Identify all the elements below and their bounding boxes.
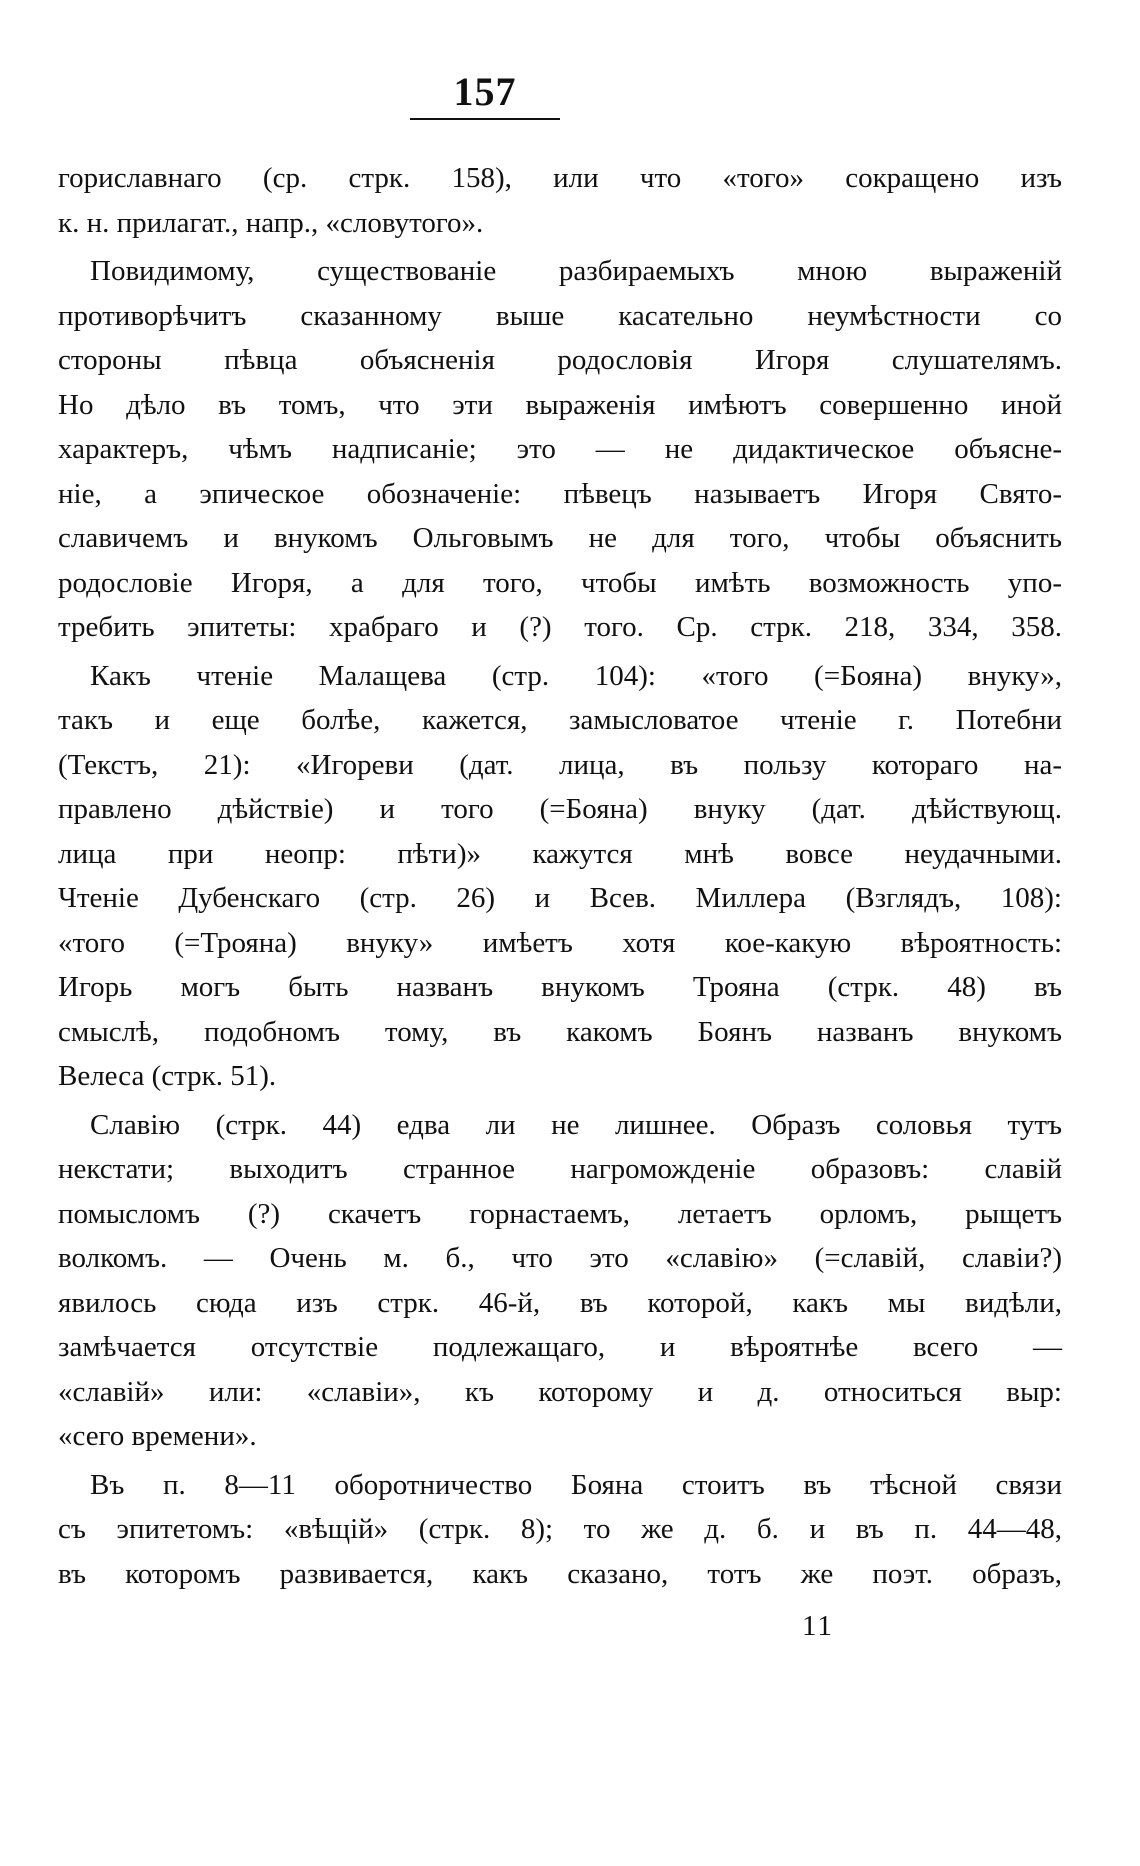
signature-mark: 11 [802, 1610, 834, 1642]
text-line: некстати; выходитъ странное нагроможденіе образовъ: славій [58, 1153, 1062, 1185]
paragraph [58, 1463, 1062, 1597]
text-line: (Текстъ, 21): «Игореви (дат. лица, въ пользу котораго на- [58, 748, 1062, 781]
text-line: «сего времени». [58, 1420, 257, 1452]
text-line: Какъ чтеніе Малащева (стр. 104): «того (=Бояна) внуку», [90, 659, 1062, 692]
text-line: стороны пѣвца объясненія родословія Игоря слушателямъ. [58, 344, 1062, 376]
text-line: ніе, а эпическое обозначеніе: пѣвецъ называетъ Игоря Свято- [58, 477, 1062, 510]
text-line: противорѣчитъ сказанному выше касательно неумѣстности со [58, 299, 1062, 332]
text-line: Игорь могъ быть названъ внукомъ Трояна (стрк. 48) въ [58, 971, 1062, 1003]
text-line: Славію (стрк. 44) едва ли не лишнее. Образъ соловья тутъ [90, 1108, 1062, 1141]
text-line: въ которомъ развивается, какъ сказано, тотъ же поэт. образъ, [58, 1557, 1062, 1590]
paragraph [58, 654, 1062, 1099]
paragraph [58, 156, 1062, 245]
text-line: славичемъ и внукомъ Ольговымъ не для того, чтобы объяснить [58, 522, 1062, 554]
text-line: Въ п. 8—11 оборотничество Бояна стоитъ въ тѣсной связи [90, 1468, 1062, 1501]
text-line: волкомъ. — Очень м. б., что это «славію» (=славій, славіи?) [58, 1242, 1062, 1274]
text-line: Чтеніе Дубенскаго (стр. 26) и Всев. Миллера (Взглядъ, 108): [58, 882, 1062, 914]
text-line: Но дѣло въ томъ, что эти выраженія имѣютъ совершенно иной [58, 388, 1062, 421]
text-line: гориславнаго (ср. стрк. 158), или что «того» сокращено изъ [58, 162, 1062, 194]
text-line: лица при неопр: пѣти)» кажутся мнѣ вовсе неудачными. [58, 837, 1062, 870]
text-line: съ эпитетомъ: «вѣщій» (стрк. 8); то же д. б. и въ п. 44—48, [58, 1513, 1062, 1545]
text-line: родословіе Игоря, а для того, чтобы имѣть возможность упо- [58, 566, 1062, 599]
text-line: смыслѣ, подобномъ тому, въ какомъ Боянъ названъ внукомъ [58, 1015, 1062, 1048]
paragraph [58, 249, 1062, 650]
text-line: Велеса (стрк. 51). [58, 1060, 277, 1092]
text-line: требить эпитеты: храбраго и (?) того. Ср. стрк. 218, 334, 358. [58, 611, 1062, 643]
page-number-rule [410, 118, 560, 120]
text-line: характеръ, чѣмъ надписаніе; это — не дидактическое объясне- [58, 433, 1062, 465]
body-text [58, 156, 1062, 1596]
text-line: такъ и еще болѣе, кажется, замысловатое чтеніе г. Потебни [58, 704, 1062, 736]
text-line: «того (=Трояна) внуку» имѣетъ хотя кое-какую вѣроятность: [58, 926, 1062, 959]
text-line: явилось сюда изъ стрк. 46-й, въ которой, какъ мы видѣли, [58, 1286, 1062, 1319]
text-line: «славій» или: «славіи», къ которому и д. относиться выр: [58, 1375, 1062, 1408]
text-line: к. н. прилагат., напр., «словутого». [58, 206, 484, 239]
paragraph [58, 1103, 1062, 1459]
text-line: правлено дѣйствіе) и того (=Бояна) внуку (дат. дѣйствующ. [58, 793, 1062, 825]
text-line: замѣчается отсутствіе подлежащаго, и вѣроятнѣе всего — [58, 1331, 1062, 1363]
page-number: 157 [453, 69, 517, 114]
text-line: помысломъ (?) скачетъ горнастаемъ, летаетъ орломъ, рыщетъ [58, 1197, 1062, 1230]
text-line: Повидимому, существованіе разбираемыхъ мною выраженій [90, 255, 1062, 287]
